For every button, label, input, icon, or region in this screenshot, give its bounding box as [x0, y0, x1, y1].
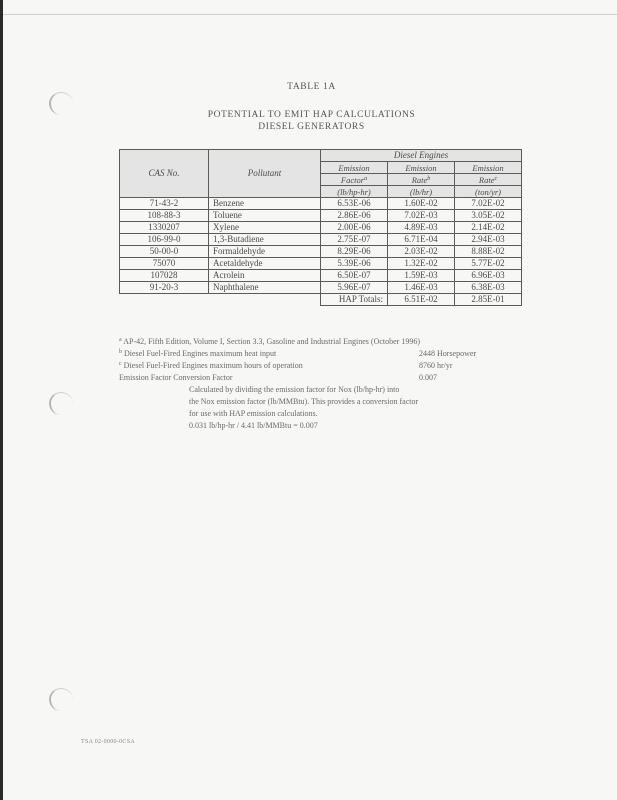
- col-pollutant-header: Pollutant: [209, 150, 321, 198]
- factor-cell: 6.53E-06: [321, 198, 388, 210]
- rate-hr-cell: 6.71E-04: [388, 234, 455, 246]
- footnotes: [119, 336, 519, 432]
- total-rate-yr: 2.85E-01: [455, 294, 522, 306]
- conversion-line-3: for use with HAP emission calculations.: [189, 409, 318, 418]
- rate-hr-cell: 4.89E-03: [388, 222, 455, 234]
- cas-cell: 108-88-3: [120, 210, 209, 222]
- totals-row: [120, 294, 522, 306]
- punch-hole-bottom: [49, 688, 73, 711]
- factor-cell: 2.75E-07: [321, 234, 388, 246]
- rate-yr-cell: 5.77E-02: [455, 258, 522, 270]
- rate-yr-cell: 2.14E-02: [455, 222, 522, 234]
- factor-cell: 2.86E-06: [321, 210, 388, 222]
- totals-blank-cell: [209, 294, 321, 306]
- footnote-a: [119, 336, 519, 348]
- conversion-line-2: the Nox emission factor (lb/MMBtu). This provides a conversion factor: [189, 397, 419, 406]
- col-cas-header: CAS No.: [120, 150, 209, 198]
- factor-cell: 2.00E-06: [321, 222, 388, 234]
- rate-hr-header-3: (lb/hr): [388, 186, 455, 198]
- footnote-d-value: 0.007: [419, 373, 437, 382]
- cas-cell: 107028: [120, 270, 209, 282]
- footnote-b-value: 2448 Horsepower: [419, 349, 477, 358]
- footnote-c-value: 8760 hr/yr: [419, 361, 453, 370]
- footnote-c-marker: c: [119, 361, 122, 367]
- table-row: [120, 258, 522, 270]
- footnote-c-text: Diesel Fuel-Fired Engines maximum hours of operation: [123, 361, 303, 370]
- cas-cell: 91-20-3: [120, 282, 209, 294]
- pollutant-cell: Toluene: [209, 210, 321, 222]
- factor-header-1: Emission: [321, 162, 388, 174]
- rate-yr-cell: 3.05E-02: [455, 210, 522, 222]
- pollutant-cell: Acetaldehyde: [209, 258, 321, 270]
- rate-yr-header-1: Emission: [455, 162, 522, 174]
- pollutant-cell: Formaldehyde: [209, 246, 321, 258]
- factor-header-3: (lb/hp-hr): [321, 186, 388, 198]
- rate-hr-cell: 2.03E-02: [388, 246, 455, 258]
- table-row: [120, 198, 522, 210]
- pollutant-cell: Naphthalene: [209, 282, 321, 294]
- cas-cell: 71-43-2: [120, 198, 209, 210]
- title-line-2: DIESEL GENERATORS: [258, 122, 365, 132]
- footnote-c: [119, 360, 519, 372]
- punch-hole-middle: [49, 392, 73, 415]
- cas-cell: 75070: [120, 258, 209, 270]
- title-line-1: POTENTIAL TO EMIT HAP CALCULATIONS: [207, 110, 416, 120]
- rate-hr-cell: 7.02E-03: [388, 210, 455, 222]
- rate-yr-cell: 2.94E-03: [455, 234, 522, 246]
- pollutant-cell: Acrolein: [209, 270, 321, 282]
- table-row: [120, 210, 522, 222]
- pollutant-cell: Benzene: [209, 198, 321, 210]
- rate-yr-cell: 6.96E-03: [455, 270, 522, 282]
- diesel-engines-header: Diesel Engines: [321, 150, 522, 162]
- rate-hr-header-1: Emission: [388, 162, 455, 174]
- factor-header-2: Factor$^a$: [321, 174, 388, 186]
- totals-label: HAP Totals:: [321, 294, 388, 306]
- hap-table: [119, 149, 522, 306]
- cas-cell: 1330207: [120, 222, 209, 234]
- rate-yr-header-2: Rate$^c$: [455, 174, 522, 186]
- pollutant-cell: Xylene: [209, 222, 321, 234]
- conversion-line-1: Calculated by dividing the emission factor for Nox (lb/hp-hr) into: [189, 385, 400, 394]
- footnote-b: [119, 348, 519, 360]
- rate-yr-cell: 6.38E-03: [455, 282, 522, 294]
- footnote-d: [119, 372, 519, 384]
- footnote-b-marker: b: [119, 349, 122, 355]
- total-rate-hr: 6.51E-02: [388, 294, 455, 306]
- cas-cell: 50-00-0: [120, 246, 209, 258]
- factor-cell: 5.39E-06: [321, 258, 388, 270]
- page-top-edge: [3, 14, 617, 15]
- rate-yr-cell: 8.88E-02: [455, 246, 522, 258]
- conversion-line-4: 0.031 lb/hp-hr / 4.41 lb/MMBtu = 0.007: [189, 421, 318, 430]
- rate-hr-cell: 1.32E-02: [388, 258, 455, 270]
- table-row: [120, 282, 522, 294]
- table-row: [120, 270, 522, 282]
- totals-blank-cell: [120, 294, 209, 306]
- footnote-a-marker: a: [119, 337, 122, 343]
- table-row: [120, 246, 522, 258]
- rate-hr-cell: 1.46E-03: [388, 282, 455, 294]
- rate-hr-header-2: Rate$^b$: [388, 174, 455, 186]
- table-label: TABLE 1A: [287, 82, 336, 92]
- factor-cell: 6.50E-07: [321, 270, 388, 282]
- footnote-d-text: Emission Factor Conversion Factor: [119, 373, 233, 382]
- rate-yr-header-3: (ton/yr): [455, 186, 522, 198]
- footnote-b-text: Diesel Fuel-Fired Engines maximum heat input: [124, 349, 277, 358]
- factor-cell: 8.29E-06: [321, 246, 388, 258]
- rate-hr-cell: 1.59E-03: [388, 270, 455, 282]
- document-id: TSA 02-0000-0CSA: [81, 739, 135, 745]
- rate-hr-cell: 1.60E-02: [388, 198, 455, 210]
- table-row: [120, 222, 522, 234]
- table-row: [120, 234, 522, 246]
- cas-cell: 106-99-0: [120, 234, 209, 246]
- footnote-a-text: AP-42, Fifth Edition, Volume I, Section 3.3, Gasoline and Industrial Engines (October 1996): [123, 337, 421, 346]
- pollutant-cell: 1,3-Butadiene: [209, 234, 321, 246]
- rate-yr-cell: 7.02E-02: [455, 198, 522, 210]
- conversion-explanation: [119, 384, 519, 432]
- factor-cell: 5.96E-07: [321, 282, 388, 294]
